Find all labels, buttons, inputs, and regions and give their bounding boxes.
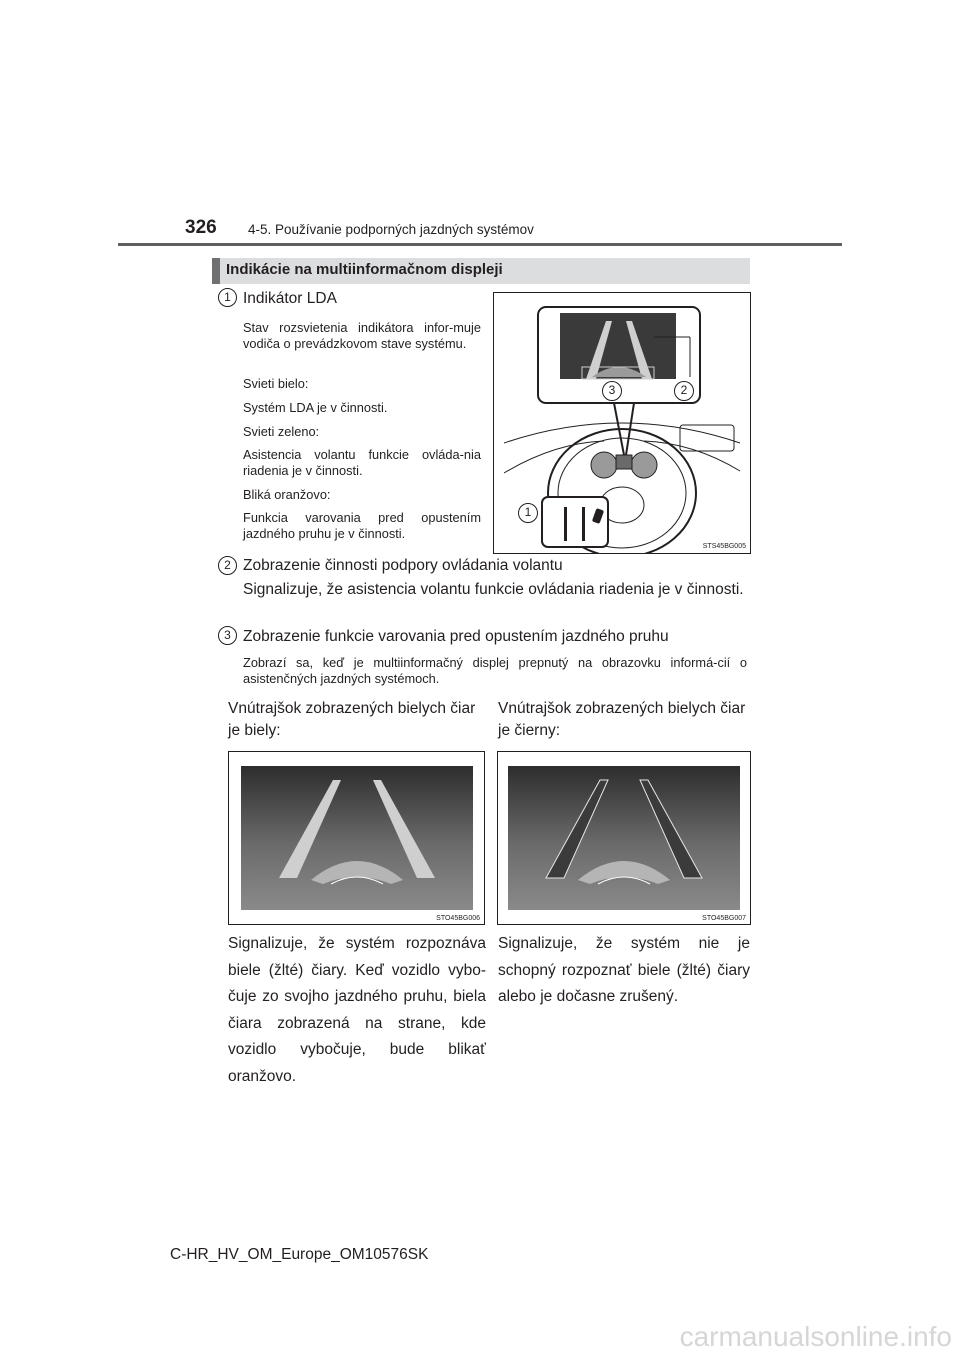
item-3-title: Zobrazenie funkcie varovania pred opustením jazdného pruhu <box>243 628 669 645</box>
item-3-description: Zobrazí sa, keď je multiinformačný displej prepnutý na obrazovku informá-cií o asistenčných jazdných systémoch. <box>243 655 747 686</box>
right-heading: Vnútrajšok zobrazených bielych čiar je čierny: <box>498 700 746 739</box>
display-screen-left <box>241 766 473 910</box>
display-screen-right <box>508 766 740 910</box>
item-1-state-3: Svieti zeleno: <box>243 424 320 439</box>
figure-code-right: STO45BG007 <box>702 915 746 922</box>
watermark: carmanualsonline.info <box>679 1321 952 1352</box>
item-number-3: 3 <box>218 626 237 645</box>
item-number-2: 2 <box>218 556 237 575</box>
item-1-title: Indikátor LDA <box>243 290 337 307</box>
item-1-state-1: Svieti bielo: <box>243 376 309 391</box>
callout-1: 1 <box>518 503 538 523</box>
item-1-state-6: Funkcia varovania pred opustením jazdného pruhu je v činnosti. <box>243 510 481 541</box>
figure-lines-white <box>228 751 485 925</box>
figure-cockpit <box>493 292 751 554</box>
section-marker <box>212 258 220 284</box>
item-2-description: Signalizuje, že asistencia volantu funkcie ovládania riadenia je v činnosti. <box>243 581 744 598</box>
item-2-title: Zobrazenie činnosti podpory ovládania volantu <box>243 557 563 574</box>
callout-2: 2 <box>674 381 694 401</box>
item-1-description: Stav rozsvietenia indikátora infor-muje vodiča o prevádzkovom stave systému. <box>243 320 481 351</box>
callout-3: 3 <box>602 381 622 401</box>
item-1-state-5: Bliká oranžovo: <box>243 487 331 502</box>
header-rule <box>118 243 842 246</box>
item-1-state-2: Systém LDA je v činnosti. <box>243 400 388 415</box>
right-caption: Signalizuje, že systém nie je schopný rozpoznať biele (žlté) čiary alebo je dočasne zrušený. <box>498 935 750 1005</box>
footer-doc-id: C-HR_HV_OM_Europe_OM10576SK <box>170 1246 429 1263</box>
left-heading: Vnútrajšok zobrazených bielych čiar je biely: <box>228 700 476 739</box>
left-caption: Signalizuje, že systém rozpoznáva biele (žlté) čiary. Keď vozidlo vybo-čuje zo svojho jazdného pruhu, biela čiara zobrazená na strane, kde vozidlo vybočuje, bude blikať oranžovo. <box>228 935 486 1085</box>
item-1-state-4: Asistencia volantu funkcie ovláda-nia riadenia je v činnosti. <box>243 447 481 478</box>
section-heading <box>212 258 750 284</box>
lane-lines-white <box>241 766 473 910</box>
lane-lines-black <box>508 766 740 910</box>
figure-code: STS45BG005 <box>702 543 746 550</box>
figure-code-left: STO45BG006 <box>436 915 480 922</box>
figure-lines-black <box>497 751 751 925</box>
section-title: Indikácie na multiinformačnom displeji <box>226 261 503 278</box>
chapter-title: 4-5. Používanie podporných jazdných systémov <box>248 222 534 237</box>
page-number: 326 <box>185 217 217 238</box>
item-number-1: 1 <box>218 288 237 307</box>
